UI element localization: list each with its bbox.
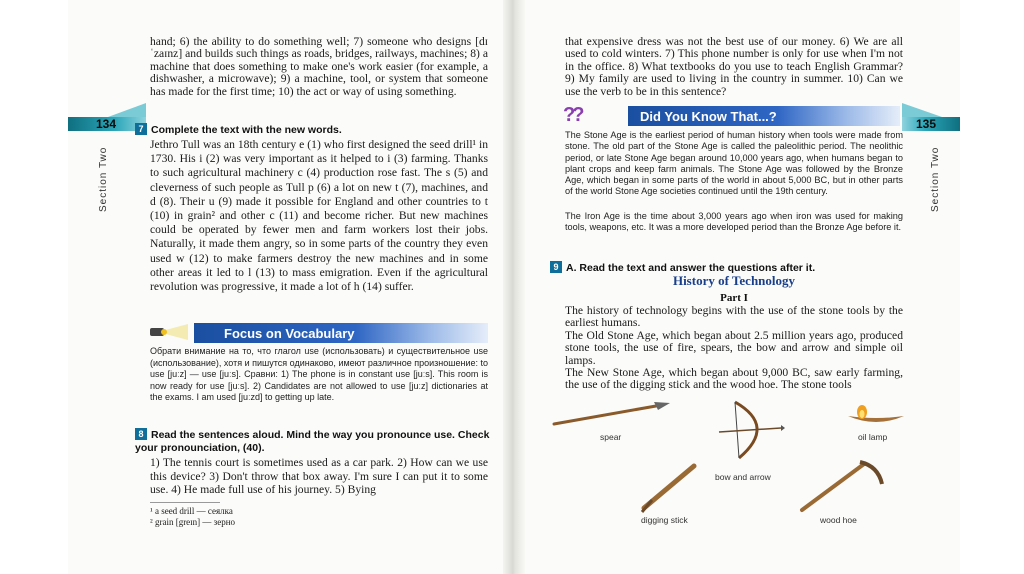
wood-hoe-label: wood hoe — [820, 515, 857, 525]
footnotes — [150, 506, 350, 528]
page-number-left: 134 — [96, 117, 117, 131]
spear-illustration — [550, 396, 670, 430]
book-gutter — [503, 0, 525, 574]
did-you-know-text-1: The Stone Age is the earliest period of human history when tools were made from stone. The old part of the Stone Age is called the paleolithic period. The neolithic period, or late Stone Age began around 10,000 years ago, when humans began to plant crops and keep farm animals. The Stone Age was followed by the Bronze Age, which began in some parts of the world in about 5,000 BC, but in other parts of the world Stone Age societies continued until the 19th century. — [565, 130, 903, 197]
article-paragraph-1: The history of technology begins with the use of the stone tools by the earliest humans. — [565, 304, 903, 330]
page-number-tab-right — [902, 117, 960, 131]
footnote-2: ² grain [greɪn] — зерно — [150, 517, 236, 527]
page-number-right: 135 — [916, 117, 937, 131]
exercise-9-title: A. Read the text and answer the questions after it. — [566, 262, 816, 274]
article-body — [565, 305, 903, 392]
digging-stick-illustration — [638, 462, 698, 514]
article-title: History of Technology — [672, 273, 796, 288]
exercise-7-title: Complete the text with the new words. — [151, 124, 342, 136]
bow-and-arrow-label: bow and arrow — [715, 472, 771, 482]
wood-hoe-illustration — [798, 456, 884, 514]
exercise-7-header — [135, 120, 490, 138]
spear-label: spear — [600, 432, 622, 442]
exercise-9-number: 9 — [550, 261, 562, 273]
bow-and-arrow-illustration — [715, 398, 785, 462]
article-paragraph-3: The New Stone Age, which began about 9,000 BC, saw early farming, the use of the digging stick and the wood hoe. The stone tools — [565, 366, 903, 392]
question-marks-icon: ?? — [563, 104, 582, 126]
focus-on-vocabulary-banner — [194, 323, 488, 343]
did-you-know-title: Did You Know That...? — [640, 109, 777, 124]
exercise-8-title: Read the sentences aloud. Mind the way you pronounce use. Check your pronounciation, (40). — [135, 429, 490, 454]
section-label-right: Section Two — [930, 146, 941, 212]
oil-lamp-label: oil lamp — [858, 432, 888, 442]
exercise-7-number: 7 — [135, 123, 147, 135]
did-you-know-text-2: The Iron Age is the time about 3,000 years ago when iron was used for making tools, weapons, etc. It was a more developed period than the Bronze Age before it. — [565, 211, 903, 233]
footnote-1: ¹ a seed drill — сеялка — [150, 506, 233, 516]
footnote-rule — [150, 502, 220, 503]
focus-on-vocabulary-title: Focus on Vocabulary — [224, 326, 355, 341]
exercise-8-number: 8 — [135, 428, 147, 440]
section-label-left: Section Two — [98, 146, 109, 212]
right-top-paragraph: that expensive dress was not the best use of our money. 6) We are all used to cold winters. 7) This phone number is only for use when I'm not in the office. 8) What textbooks do you use to teach English Grammar? 9) My family are used to living in the country in summer. 10) Can we use the verb to be in this sentence? — [565, 35, 903, 98]
did-you-know-banner — [628, 106, 900, 126]
focus-vocabulary-text: Обрати внимание на то, что глагол use (использовать) и существительное use (использование), хотя и пишутся одинаково, имеют различное произношение: to use [juːz] — use [juːs]. Сравни: 1) The phone is in constant use [juːs]. This room is now ready for use [juːs]. 2) Candidates are not allowed to use [juːz] dictionaries at the exams. I am used [juːzd] to getting up late. — [150, 346, 488, 402]
exercise-8-header — [135, 428, 490, 454]
digging-stick-label: digging stick — [641, 515, 688, 525]
magnifier-icon — [148, 322, 188, 342]
article-paragraph-2: The Old Stone Age, which began about 2.5 million years ago, produced stone tools, the use of fire, spears, the bow and arrow and simple oil lamps. — [565, 328, 903, 367]
exercise-7-text: Jethro Tull was an 18th century e (1) who first designed the seed drill¹ in 1730. His i (2) was very important as it helped to i (3) farming. Thanks to such agricultural machinery c (4) production rose fast. The s (5) and cleverness of such people as Tull p (6) a lot on new t (7), machines, and d (8). Their u (9) made it possible for England and other countries to t (10) in grain² and other c (11) and become richer. But new machines could be operated by fewer men and farm workers lost their jobs. Naturally, it made them angry, so in some parts of the country they even used w (12) to make farmers destroy the new machines and in some other areas it led to l (13) to mass emigration. Even if the agricultural revolution was progressive, it made a lot of h (14) suffer. — [150, 138, 488, 294]
article-part-title: Part I — [720, 292, 748, 304]
oil-lamp-illustration — [846, 398, 906, 428]
exercise-8-text: 1) The tennis court is sometimes used as a car park. 2) How can we use this device? 3) Don't throw that box away. I'm sure I can put it to some use. 4) He made full use of his journey. 5) Bying — [150, 456, 488, 497]
left-top-paragraph: hand; 6) the ability to do something well; 7) someone who designs [dɪˈzaɪnz] and builds such things as roads, bridges, railways, machines; 8) a machine that does something to make one's work easier (for example, a dishwasher, a microwave); 9) a machine, tool, or system that someone has made for the first time; 10) the act or way of using something. — [150, 35, 488, 98]
